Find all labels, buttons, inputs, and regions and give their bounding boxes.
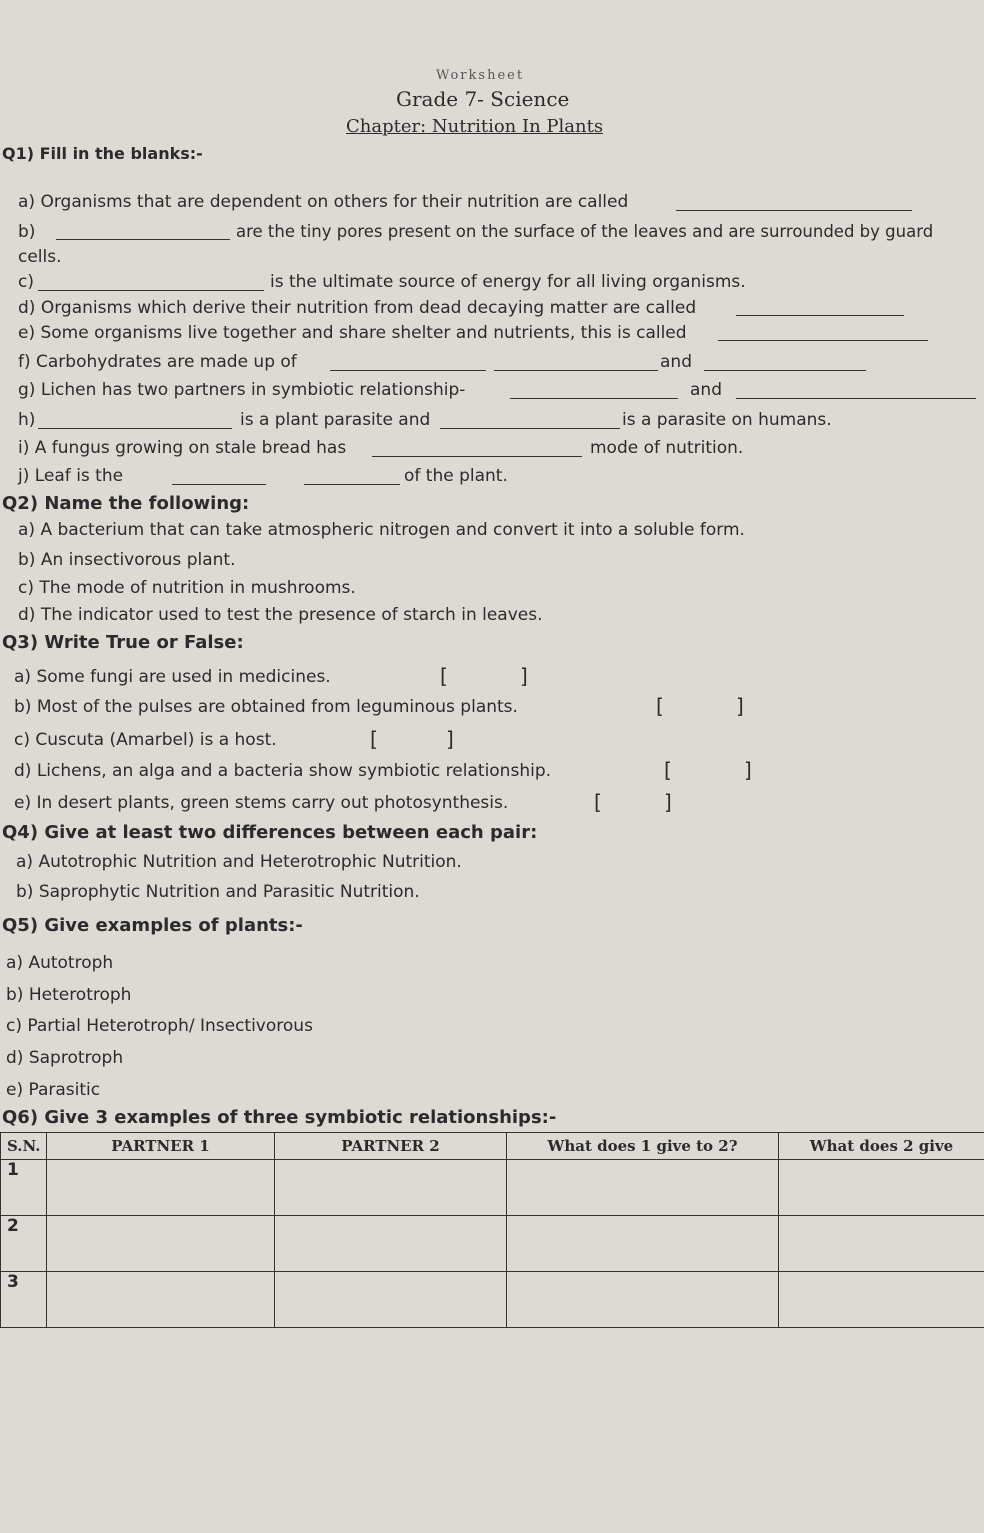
q1-e-text: e) Some organisms live together and share shelter and nutrients, this is called (18, 323, 687, 343)
q3-e-bracket-close: ] (664, 790, 672, 814)
cell-partner-2[interactable] (275, 1272, 507, 1328)
row-number: 3 (1, 1272, 47, 1328)
cell-1-gives-2[interactable] (507, 1160, 779, 1216)
table-row (1, 1272, 984, 1328)
q1-j-post: of the plant. (404, 466, 508, 486)
q3-b-bracket-close: ] (736, 694, 744, 718)
row-number: 1 (1, 1160, 47, 1216)
q5-c: c) Partial Heterotroph/ Insectivorous (6, 1016, 313, 1036)
q1-c-blank[interactable] (38, 290, 264, 291)
cell-2-gives-1[interactable] (779, 1216, 984, 1272)
q1-h-mid: is a plant parasite and (240, 410, 431, 430)
q3-b-bracket-open: [ (656, 694, 664, 718)
q4-title: Q4) Give at least two differences between each pair: (2, 822, 538, 843)
q3-c: c) Cuscuta (Amarbel) is a host. (14, 730, 277, 750)
q1-g-blank-1[interactable] (510, 398, 678, 399)
q5-a: a) Autotroph (6, 953, 114, 973)
cell-partner-1[interactable] (47, 1216, 275, 1272)
q5-e: e) Parasitic (6, 1080, 101, 1100)
q1-b-blank[interactable] (56, 239, 230, 240)
cell-partner-2[interactable] (275, 1160, 507, 1216)
q3-c-bracket-close: ] (446, 727, 454, 751)
col-header-partner-2: PARTNER 2 (275, 1133, 507, 1160)
q5-d: d) Saprotroph (6, 1048, 124, 1068)
q1-b-text: are the tiny pores present on the surface of the leaves and are surrounded by guard (236, 222, 934, 241)
q1-j-blank-1[interactable] (172, 484, 266, 485)
q1-h-text: is a parasite on humans. (622, 410, 832, 430)
q2-b: b) An insectivorous plant. (18, 550, 236, 570)
q3-e-bracket-open: [ (594, 790, 602, 814)
q3-title: Q3) Write True or False: (2, 632, 244, 653)
table-row (1, 1216, 984, 1272)
q3-e: e) In desert plants, green stems carry out photosynthesis. (14, 793, 509, 813)
q3-c-bracket-open: [ (370, 727, 378, 751)
cell-1-gives-2[interactable] (507, 1272, 779, 1328)
q1-a-blank[interactable] (676, 210, 912, 211)
cell-2-gives-1[interactable] (779, 1160, 984, 1216)
q1-b-label: b) (18, 222, 36, 242)
q5-b: b) Heterotroph (6, 985, 132, 1005)
q5-title: Q5) Give examples of plants:- (2, 915, 303, 936)
q1-d-text: d) Organisms which derive their nutrition from dead decaying matter are called (18, 298, 697, 318)
cell-partner-2[interactable] (275, 1216, 507, 1272)
q1-f-blank-2[interactable] (494, 370, 658, 371)
q2-c: c) The mode of nutrition in mushrooms. (18, 578, 356, 598)
q3-b: b) Most of the pulses are obtained from leguminous plants. (14, 697, 518, 717)
q1-title: Q1) Fill in the blanks:- (2, 144, 203, 163)
row-number: 2 (1, 1216, 47, 1272)
cell-1-gives-2[interactable] (507, 1216, 779, 1272)
q1-h-blank-2[interactable] (440, 428, 620, 429)
q4-b: b) Saprophytic Nutrition and Parasitic Nutrition. (16, 882, 420, 902)
q1-i-text: i) A fungus growing on stale bread has (18, 438, 347, 458)
q1-f-text: f) Carbohydrates are made up of (18, 352, 297, 372)
q6-title: Q6) Give 3 examples of three symbiotic relationships:- (2, 1107, 557, 1128)
q3-d-bracket-close: ] (744, 758, 752, 782)
q1-e-blank[interactable] (718, 340, 928, 341)
q3-a-bracket-open: [ (440, 664, 448, 688)
q3-a: a) Some fungi are used in medicines. (14, 667, 331, 687)
q1-a-text: a) Organisms that are dependent on others for their nutrition are called (18, 192, 629, 212)
q1-d-blank[interactable] (736, 315, 904, 316)
col-header-1-gives-2: What does 1 give to 2? (507, 1133, 779, 1160)
q1-i-post: mode of nutrition. (590, 438, 744, 458)
q1-g-and: and (690, 380, 722, 400)
q3-d: d) Lichens, an alga and a bacteria show symbiotic relationship. (14, 761, 552, 781)
q3-a-bracket-close: ] (520, 664, 528, 688)
cell-partner-1[interactable] (47, 1272, 275, 1328)
cell-partner-1[interactable] (47, 1160, 275, 1216)
q1-h-label: h) (18, 410, 36, 430)
q1-f-blank-1[interactable] (330, 370, 486, 371)
col-header-partner-1: PARTNER 1 (47, 1133, 275, 1160)
q1-c-label: c) (18, 272, 34, 292)
page-title: Grade 7- Science (396, 87, 570, 111)
col-header-sn: S.N. (1, 1133, 47, 1160)
q2-title: Q2) Name the following: (2, 493, 250, 514)
q1-h-blank-1[interactable] (38, 428, 232, 429)
q1-g-blank-2[interactable] (736, 398, 976, 399)
q1-g-text: g) Lichen has two partners in symbiotic relationship- (18, 380, 466, 400)
q1-i-blank[interactable] (372, 456, 582, 457)
table-header-row (1, 1133, 984, 1160)
q1-b-cont: cells. (18, 247, 62, 267)
col-header-2-gives-1: What does 2 give (779, 1133, 984, 1160)
q1-j-text: j) Leaf is the (18, 466, 124, 486)
cell-2-gives-1[interactable] (779, 1272, 984, 1328)
symbiosis-table (0, 1132, 984, 1328)
q4-a: a) Autotrophic Nutrition and Heterotrophic Nutrition. (16, 852, 462, 872)
q2-a: a) A bacterium that can take atmospheric nitrogen and convert it into a soluble form. (18, 520, 745, 540)
table-row (1, 1160, 984, 1216)
q1-f-and: and (660, 352, 692, 372)
q1-c-text: is the ultimate source of energy for all living organisms. (270, 272, 746, 292)
q2-d: d) The indicator used to test the presence of starch in leaves. (18, 605, 543, 625)
q3-d-bracket-open: [ (664, 758, 672, 782)
q1-f-blank-3[interactable] (704, 370, 866, 371)
chapter-title: Chapter: Nutrition In Plants (346, 116, 604, 137)
worksheet-label: Worksheet (436, 68, 525, 83)
q1-j-blank-2[interactable] (304, 484, 400, 485)
